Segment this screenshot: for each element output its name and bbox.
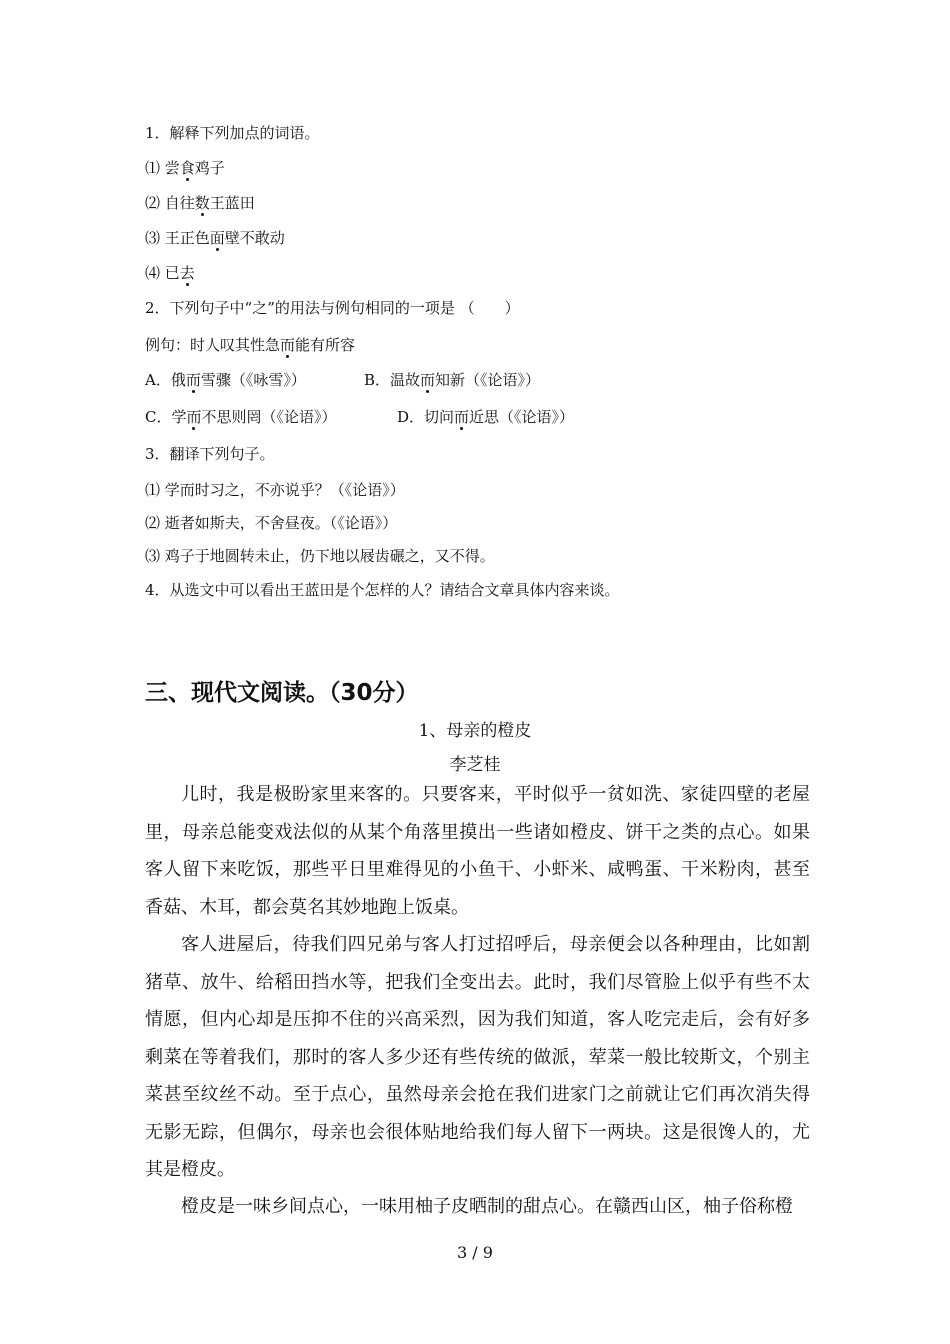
question-3-sentence-3: ⑶ 鸡子于地圆转未止，仍下地以屐齿碾之，又不得。: [145, 547, 495, 565]
question-1-item-4: ⑷ 已去: [145, 264, 195, 282]
emphasis-dot-char: 食: [179, 159, 195, 177]
emphasis-dot-char: 数: [194, 194, 210, 212]
page-number: 3 / 9: [457, 1243, 493, 1262]
emphasis-dot-char: 而: [420, 371, 436, 389]
article-paragraph-2: 客人进屋后，待我们四兄弟与客人打过招呼后，母亲便会以各种理由，比如割猪草、放牛、给稻田挡水等，把我们全变出去。此时，我们尽管脸上似乎有些不太情愿，但内心却是压抑不住的兴高采烈，因为我们知道，客人吃完走后，会有好多剩菜在等着我们，那时的客人多少还有些传统的做派，荤菜一般比较斯文，个别主菜甚至纹丝不动。至于点心，虽然母亲会抢在我们进家门之前就让它们再次消失得无影无踪，但偶尔，母亲也会很体贴地给我们每人留下一两块。这是很馋人的，尤其是橙皮。: [145, 934, 810, 1180]
option-c: C．学而不思则罔（《论语》）: [145, 408, 337, 426]
article-title: 1、母亲的橙皮: [418, 721, 532, 741]
option-b: B．温故而知新（《论语》）: [364, 371, 541, 389]
question-4-title: 4．从选文中可以看出王蓝田是个怎样的人？请结合文章具体内容来谈。: [145, 581, 620, 599]
emphasis-dot-char: 而: [280, 336, 296, 354]
question-3-sentence-2: ⑵ 逝者如斯夫，不舍昼夜。（《论语》）: [145, 514, 398, 532]
question-1-item-2: ⑵ 自往数王蓝田: [145, 194, 255, 212]
question-2-title: 2．下列句子中“之”的用法与例句相同的一项是 （ ）: [145, 299, 520, 317]
emphasis-dot-char: 而: [185, 371, 201, 389]
emphasis-dot-char: 去: [179, 264, 195, 282]
option-a: A．俄而雪骤（《咏雪》）: [145, 371, 306, 389]
article-author: 李芝桂: [449, 755, 501, 775]
emphasis-dot-char: 而: [454, 408, 470, 426]
article-paragraph-1: 儿时，我是极盼家里来客的。只要客来，平时似乎一贫如洗、家徒四壁的老屋里，母亲总能变戏法似的从某个角落里摸出一些诸如橙皮、饼干之类的点心。如果客人留下来吃饭，那些平日里难得见的小鱼干、小虾米、咸鸭蛋、干米粉肉，甚至香菇、木耳，都会莫名其妙地跑上饭桌。: [145, 784, 810, 918]
section-heading: 三、现代文阅读。（30分）: [145, 680, 419, 706]
article-paragraph-3: 橙皮是一味乡间点心，一味用柚子皮晒制的甜点心。在赣西山区，柚子俗称橙: [181, 1196, 793, 1217]
question-2-example: 例句：时人叹其性急而能有所容: [145, 336, 356, 354]
emphasis-dot-char: 而: [186, 408, 202, 426]
emphasis-dot-char: 面: [209, 229, 225, 247]
question-3-title: 3．翻译下列句子。: [145, 445, 275, 463]
question-1-item-1: ⑴ 尝食鸡子: [145, 159, 225, 177]
option-d: D．切问而近思（《论语》）: [397, 408, 575, 426]
question-1-item-3: ⑶ 王正色面壁不敢动: [145, 229, 285, 247]
question-1-title: 1．解释下列加点的词语。: [145, 124, 320, 142]
question-3-sentence-1: ⑴ 学而时习之，不亦说乎？（《论语》）: [145, 481, 405, 499]
